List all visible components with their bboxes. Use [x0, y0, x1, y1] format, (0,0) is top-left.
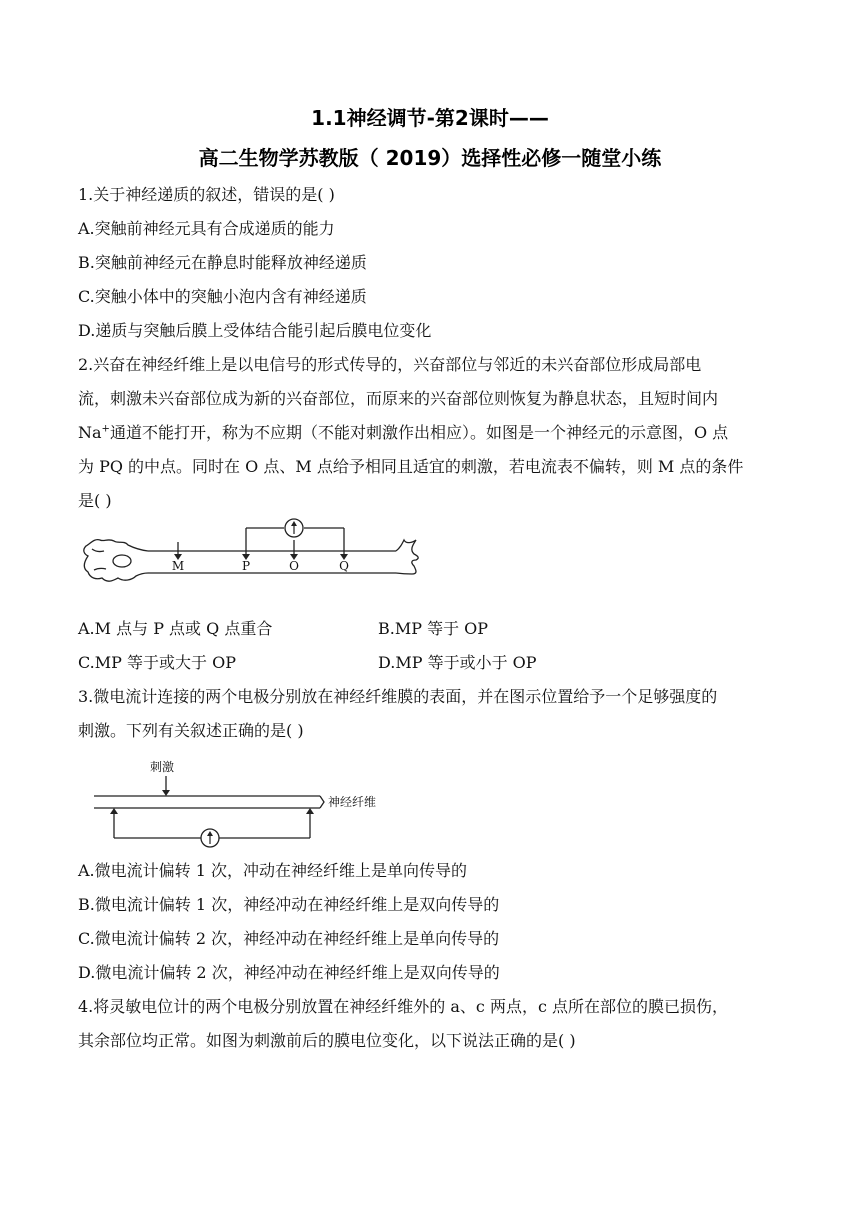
q1-option-d: D.递质与突触后膜上受体结合能引起后膜电位变化	[78, 321, 432, 340]
q3-stem-line-1: 3.微电流计连接的两个电极分别放在神经纤维膜的表面，并在图示位置给予一个足够强度的	[78, 687, 718, 706]
nerve-fiber-label: 神经纤维	[328, 795, 377, 809]
q3-option-d: D.微电流计偏转 2 次，神经冲动在神经纤维上是双向传导的	[78, 963, 500, 982]
q2-stem-line-5: 是( )	[78, 491, 112, 510]
q4-stem-line-1: 4.将灵敏电位计的两个电极分别放置在神经纤维外的 a、c 两点，c 点所在部位的膜已损伤，	[78, 997, 728, 1016]
q2-option-c: C.MP 等于或大于 OP	[78, 653, 236, 672]
q2-stem-line-3-text: 通道不能打开，称为不应期（不能对刺激作出相应）。如图是一个神经元的示意图，O 点	[109, 423, 729, 442]
q2-stem-line-1: 2.兴奋在神经纤维上是以电信号的形式传导的，兴奋部位与邻近的未兴奋部位形成局部电	[78, 355, 702, 374]
micro-galvanometer-icon	[201, 829, 219, 847]
q4-stem-line-2: 其余部位均正常。如图为刺激前后的膜电位变化，以下说法正确的是( )	[78, 1031, 576, 1050]
stimulus-label: 刺激	[150, 760, 175, 774]
q1-option-a: A.突触前神经元具有合成递质的能力	[78, 219, 335, 238]
q2-option-b: B.MP 等于 OP	[378, 619, 489, 638]
point-p-label: P	[241, 559, 251, 573]
sodium-symbol: Na	[78, 423, 102, 442]
q2-stem-line-3	[78, 422, 788, 444]
point-q-label: Q	[339, 559, 349, 573]
q2-option-a: A.M 点与 P 点或 Q 点重合	[78, 619, 273, 638]
galvanometer-icon	[285, 519, 303, 537]
q1-option-b: B.突触前神经元在静息时能释放神经递质	[78, 253, 367, 272]
q3-option-a: A.微电流计偏转 1 次，冲动在神经纤维上是单向传导的	[78, 861, 467, 880]
q1-option-c: C.突触小体中的突触小泡内含有神经递质	[78, 287, 367, 306]
sodium-charge: +	[101, 423, 110, 435]
point-m-label: M	[171, 559, 185, 573]
q2-stem-line-2: 流，刺激未兴奋部位成为新的兴奋部位，而原来的兴奋部位则恢复为静息状态，且短时间内	[78, 389, 719, 408]
q3-stem-line-2: 刺激。下列有关叙述正确的是( )	[78, 721, 304, 740]
neuron-diagram	[78, 518, 423, 600]
title-line-1: 1.1神经调节-第2课时——	[311, 106, 549, 130]
title-line-2: 高二生物学苏教版（ 2019）选择性必修一随堂小练	[198, 146, 662, 170]
point-o-label: O	[289, 559, 299, 573]
q2-stem-line-4: 为 PQ 的中点。同时在 O 点、M 点给予相同且适宜的刺激，若电流表不偏转，则 M 点的条件	[78, 457, 744, 476]
q3-option-c: C.微电流计偏转 2 次，神经冲动在神经纤维上是单向传导的	[78, 929, 500, 948]
nerve-fiber-diagram	[80, 756, 400, 848]
q1-stem: 1.关于神经递质的叙述，错误的是( )	[78, 185, 335, 204]
q2-option-d: D.MP 等于或小于 OP	[378, 653, 537, 672]
q3-option-b: B.微电流计偏转 1 次，神经冲动在神经纤维上是双向传导的	[78, 895, 500, 914]
